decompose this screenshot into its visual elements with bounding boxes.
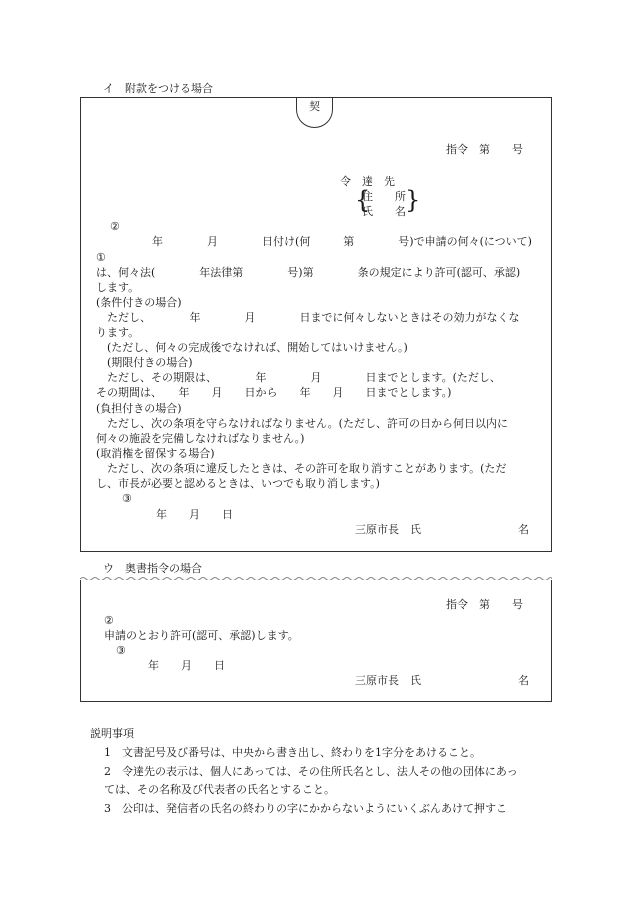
revoke-line-2: し、市長が必要と認めるときは、いつでも取り消します。) <box>96 477 380 490</box>
mark-3: ③ <box>122 492 132 505</box>
mayor-signature-name: 名 <box>518 523 529 536</box>
period-label: (期限付きの場合) <box>96 356 193 369</box>
revoke-label: (取消権を留保する場合) <box>96 447 215 460</box>
condition-line-3: (ただし、何々の完成後でなければ、開始してはいけません。) <box>96 341 408 354</box>
section-u-heading: ウ 奥書指令の場合 <box>103 562 202 575</box>
period-line-2: その期間は、 年 月 日から 年 月 日までとします。) <box>96 386 452 399</box>
address-label: 住 所 <box>362 190 406 203</box>
right-brace-icon: } <box>405 186 421 214</box>
left-brace-icon: { <box>355 186 371 214</box>
revoke-line-1: ただし、次の条項に違反したときは、その許可を取り消すことがあります。(ただ <box>96 462 507 475</box>
mark-1: ① <box>96 251 106 264</box>
law-line-2: します。 <box>96 281 140 294</box>
burden-label: (負担付きの場合) <box>96 402 182 415</box>
shirei-number: 指令 第 号 <box>446 143 523 156</box>
burden-line-1: ただし、次の条項を守らなければなりません。(ただし、許可の日から何日以内に <box>96 417 508 430</box>
u-mayor-signature-name: 名 <box>518 674 529 687</box>
notes-heading: 説明事項 <box>90 727 134 740</box>
recipient-label: 令 達 先 <box>340 175 395 188</box>
u-shirei-number: 指令 第 号 <box>446 598 523 611</box>
u-approval-line: 申請のとおり許可(認可、承認)します。 <box>104 629 299 642</box>
period-line-1: ただし、その期限は、 年 月 日までとします。(ただし、 <box>96 371 501 384</box>
note-item-1: 1 文書記号及び番号は、中央から書き出し、終わりを1字分をあけること。 <box>104 746 481 759</box>
condition-label: (条件付きの場合) <box>96 296 182 309</box>
u-date-blank: 年 月 日 <box>148 659 225 672</box>
mayor-signature: 三原市長 氏 <box>355 523 421 536</box>
date-blank: 年 月 日 <box>156 508 233 521</box>
u-mark-3: ③ <box>116 644 126 657</box>
name-label: 氏 名 <box>362 205 406 218</box>
note-item-2a: 2 令達先の表示は、個人にあっては、その住所氏名とし、法人その他の団体にあっ <box>104 765 518 778</box>
u-mayor-signature: 三原市長 氏 <box>355 674 421 687</box>
condition-line-1: ただし、 年 月 日までに何々しないときはその効力がなくな <box>96 311 520 324</box>
mark-2: ② <box>110 220 120 233</box>
burden-line-2: 何々の施設を完備しなければなりません。) <box>96 432 305 445</box>
u-mark-2: ② <box>104 614 114 627</box>
section-i-heading: イ 附款をつける場合 <box>103 82 213 95</box>
stamp-label: 契 <box>309 100 320 113</box>
law-line: は、何々法( 年法律第 号)第 条の規定により許可(認可、承認) <box>96 266 521 279</box>
note-item-2b: ては、その名称及び代表者の氏名とすること。 <box>104 783 335 796</box>
date-line: 年 月 日付け(何 第 号)で申請の何々(について) <box>152 235 532 248</box>
note-item-3: 3 公印は、発信者の氏名の終わりの字にかからないようにいくぶんあけて押すこ <box>104 802 507 815</box>
condition-line-2: ります。 <box>96 326 140 339</box>
